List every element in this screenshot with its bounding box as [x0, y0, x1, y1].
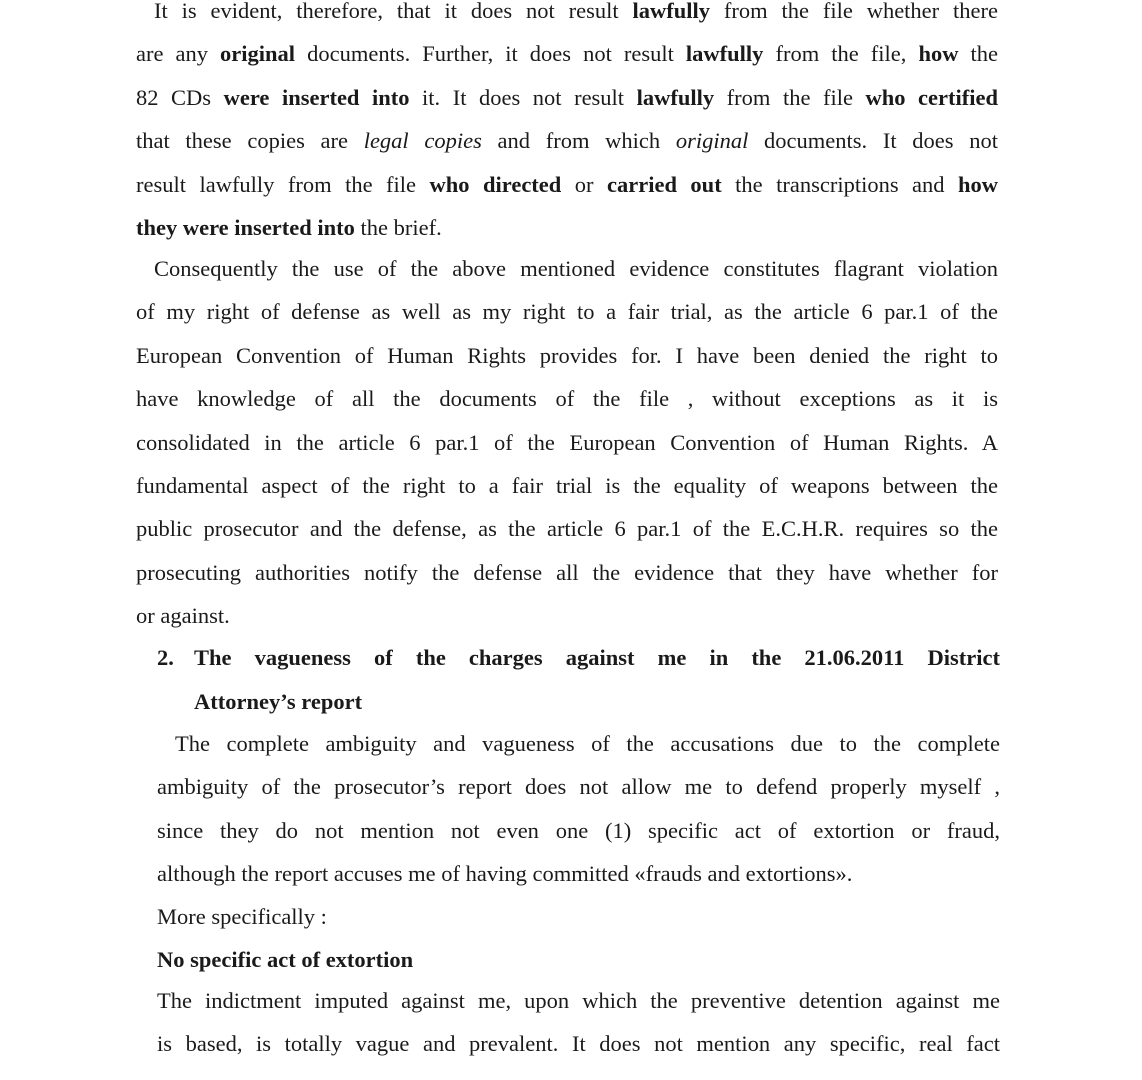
- paragraph-3: [157, 722, 1000, 896]
- text-run: ambiguity of the prosecutor’s report does not allow me to defend properly myself ,: [157, 774, 1000, 800]
- text-run: or against.: [136, 603, 230, 629]
- text-line: [136, 290, 998, 333]
- text-run: fundamental aspect of the right to a fair trial is the equality of weapons between the: [136, 473, 998, 499]
- subheading-no-specific-act: No specific act of extortion: [157, 947, 414, 972]
- text-run: from the file whether there: [710, 0, 998, 23]
- italic-text-run: legal copies: [363, 128, 482, 154]
- bold-text-run: lawfully: [632, 0, 710, 23]
- text-run: the transcriptions and: [721, 171, 958, 197]
- text-run: the brief.: [354, 215, 442, 241]
- text-run: or: [561, 171, 607, 197]
- text-run: 82 CDs: [136, 84, 224, 110]
- text-line: [136, 206, 998, 249]
- text-run: and from which: [481, 128, 676, 154]
- text-run: from the file: [714, 84, 866, 110]
- bold-text-run: lawfully: [685, 41, 764, 67]
- bold-text-run: they were inserted into: [136, 215, 355, 241]
- text-line: [157, 809, 1000, 852]
- text-line: [136, 551, 998, 594]
- text-run: it. It does not result: [409, 84, 637, 110]
- text-run: the: [958, 41, 998, 67]
- bold-text-run: how: [958, 171, 999, 197]
- text-run: of my right of defense as well as my right to a fair trial, as the article 6 par.1 of the: [136, 299, 998, 325]
- text-line: [157, 765, 1000, 808]
- paragraph-1: [136, 0, 998, 249]
- section-title-line-1: The vagueness of the charges against me in the 21.06.2011 District: [194, 645, 1000, 670]
- text-run: since they do not mention not even one (1) specific act of extortion or fraud,: [157, 817, 1000, 843]
- text-run: documents. Further, it does not result: [295, 41, 686, 67]
- bold-text-run: who certified: [865, 84, 999, 110]
- text-run: prosecuting authorities notify the defense all the evidence that they have whether for: [136, 559, 998, 585]
- text-run: The indictment imputed against me, upon which the preventive detention against me: [157, 988, 1000, 1013]
- text-run: It is evident, therefore, that it does not result: [154, 0, 633, 23]
- bold-text-run: how: [918, 41, 959, 67]
- text-line: [157, 722, 1000, 765]
- text-line: [157, 1022, 1000, 1065]
- text-run: although the report accuses me of having committed «frauds and extortions».: [157, 861, 853, 887]
- text-run: result lawfully from the file: [136, 171, 430, 197]
- text-run: Consequently the use of the above mentioned evidence constitutes flagrant violation: [154, 256, 998, 281]
- text-line: [157, 979, 1000, 1022]
- text-line: [136, 507, 998, 550]
- bold-text-run: were inserted into: [223, 84, 410, 110]
- text-line: [157, 852, 1000, 895]
- text-line: [136, 76, 998, 119]
- text-line: [136, 119, 998, 162]
- text-line: [136, 594, 998, 637]
- more-specifically-label: More specifically :: [157, 904, 327, 929]
- text-line: [136, 0, 998, 32]
- paragraph-2: [136, 247, 998, 638]
- bold-text-run: original: [220, 41, 296, 67]
- text-line: [136, 421, 998, 464]
- text-run: from the file,: [763, 41, 919, 67]
- text-run: have knowledge of all the documents of the file , without exceptions as it is: [136, 386, 998, 412]
- bold-text-run: lawfully: [636, 84, 715, 110]
- text-line: [136, 464, 998, 507]
- bold-text-run: who directed: [429, 171, 562, 197]
- text-run: that these copies are: [136, 128, 364, 154]
- bold-text-run: carried out: [607, 171, 722, 197]
- text-line: [136, 377, 998, 420]
- paragraph-4: [157, 979, 1000, 1066]
- text-run: consolidated in the article 6 par.1 of the European Convention of Human Rights. A: [136, 429, 998, 455]
- section-number: 2.: [157, 645, 174, 670]
- text-run: is based, is totally vague and prevalent. It does not mention any specific, real fact: [157, 1031, 1000, 1057]
- text-run: documents. It does not: [748, 128, 998, 154]
- text-line: [136, 32, 998, 75]
- text-run: public prosecutor and the defense, as the article 6 par.1 of the E.C.H.R. requires so the: [136, 516, 998, 542]
- text-run: are any: [136, 41, 221, 67]
- text-line: [136, 334, 998, 377]
- text-run: European Convention of Human Rights provides for. I have been denied the right to: [136, 342, 998, 368]
- text-line: [136, 163, 998, 206]
- text-run: The complete ambiguity and vagueness of the accusations due to the complete: [175, 731, 1000, 756]
- italic-text-run: original: [675, 128, 749, 154]
- section-title-line-2: Attorney’s report: [194, 689, 363, 714]
- text-line: [136, 247, 998, 290]
